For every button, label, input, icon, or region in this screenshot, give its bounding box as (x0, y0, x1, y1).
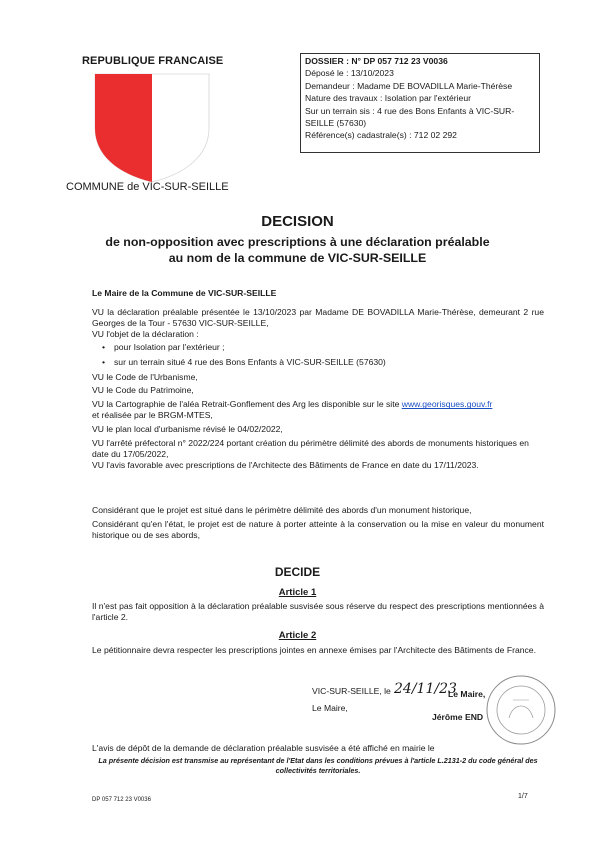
object-bullet-2: • sur un terrain situé 4 rue des Bons Enfants à VIC-SUR-SEILLE (57630) (92, 357, 544, 368)
visa-abf: VU l'avis favorable avec prescriptions de l'Architecte des Bâtiments de France en date du 17/11/2023. (92, 459, 479, 470)
dossier-applicant: Demandeur : Madame DE BOVADILLA Marie-Thérèse (305, 80, 513, 91)
page-number: 1/7 (518, 793, 528, 800)
dossier-site: Sur un terrain sis : 4 rue des Bons Enfants à VIC-SUR- (305, 105, 515, 116)
footer-dossier-ref: DP 057 712 23 V0036 (92, 797, 151, 803)
handwritten-date: 24/11/23 (394, 681, 457, 697)
republique-francaise-label: REPUBLIQUE FRANCAISE (82, 55, 224, 67)
visa-cartographie-text: VU la Cartographie de l'aléa Retrait-Gonflement des Arg les disponible sur le site (92, 399, 402, 410)
article-1-text: Il n'est pas fait opposition à la déclaration préalable susvisée sous réserve du respect des prescriptions mentionnées à l'article 2. (92, 601, 544, 622)
article-2-text: Le pétitionnaire devra respecter les prescriptions jointes en annexe émises par l'Architecte des Bâtiments de France. (92, 645, 536, 655)
decide-heading: DECIDE (274, 565, 321, 579)
considerant-2: Considérant qu'en l'état, le projet est de nature à porter atteinte à la conservation ou la mise en valeur du monument historique ou de ses abords, (92, 518, 544, 540)
signature-mayor-bold: Le Maire, (448, 689, 486, 699)
signature-mayor-name: Jérôme END (432, 712, 484, 722)
article-2-title: Article 2 (278, 630, 317, 641)
posting-notice: L'avis de dépôt de la demande de déclaration préalable susvisée a été affiché en mairie le (92, 743, 435, 753)
visa-plu: VU le plan local d'urbanisme révisé le 04/02/2022, (92, 424, 283, 435)
dossier-work-nature: Nature des travaux : Isolation par l'extérieur (305, 93, 471, 104)
signature-place: VIC-SUR-SEILLE, le (312, 686, 391, 696)
georisques-link[interactable]: www.georisques.gouv.fr (401, 399, 493, 410)
mayor-heading: Le Maire de la Commune de VIC-SUR-SEILLE (92, 288, 277, 298)
dossier-number: DOSSIER : N° DP 057 712 23 V0036 (305, 56, 448, 66)
dossier-deposit-date: Déposé le : 13/10/2023 (305, 68, 394, 79)
dossier-cadastral-ref: Référence(s) cadastrale(s) : 712 02 292 (305, 130, 457, 141)
considerant-1: Considérant que le projet est situé dans le périmètre délimité des abords d'un monument historique, (92, 505, 472, 515)
visa-brgm: et réalisée par le BRGM-MTES, (92, 410, 213, 421)
signature-mayor-label: Le Maire, (312, 703, 348, 713)
visa-patrimoine: VU le Code du Patrimoine, (92, 385, 194, 396)
considerants-section (92, 505, 544, 541)
transmission-notice: La présente décision est transmise au représentant de l'Etat dans les conditions prévues à l'article L.2131-2 du code général des collectivités territoriales. (98, 756, 538, 775)
article-1-title: Article 1 (278, 587, 317, 598)
decision-subtitle-1: de non-opposition avec prescriptions à une déclaration préalable (105, 235, 490, 249)
visa-urbanisme: VU le Code de l'Urbanisme, (92, 371, 198, 382)
object-bullet-1: • pour Isolation par l'extérieur ; (92, 342, 544, 353)
decision-subtitle-2: au nom de la commune de VIC-SUR-SEILLE (168, 251, 427, 265)
dossier-info-box (300, 53, 540, 153)
visas-section (92, 307, 544, 471)
dossier-site-cont: SEILLE (57630) (305, 118, 367, 129)
commune-coat-of-arms (87, 70, 217, 183)
visa-arrete: VU l'arrêté préfectoral n° 2022/224 portant création du périmètre délimité des abords de monuments historiques en date du 17/05/2022, (92, 438, 529, 459)
decision-title: DECISION (261, 213, 334, 230)
visa-object: VU l'objet de la déclaration : (92, 328, 199, 339)
visa-cartographie (92, 399, 544, 410)
commune-name: COMMUNE de VIC-SUR-SEILLE (66, 181, 229, 193)
municipal-stamp (483, 672, 559, 748)
visa-declaration: VU la déclaration préalable présentée le 13/10/2023 par Madame DE BOVADILLA Marie-Thérèse, demeurant 2 rue Georges de la Tour - 57630 VIC-SUR-SEILLE, (92, 307, 544, 328)
